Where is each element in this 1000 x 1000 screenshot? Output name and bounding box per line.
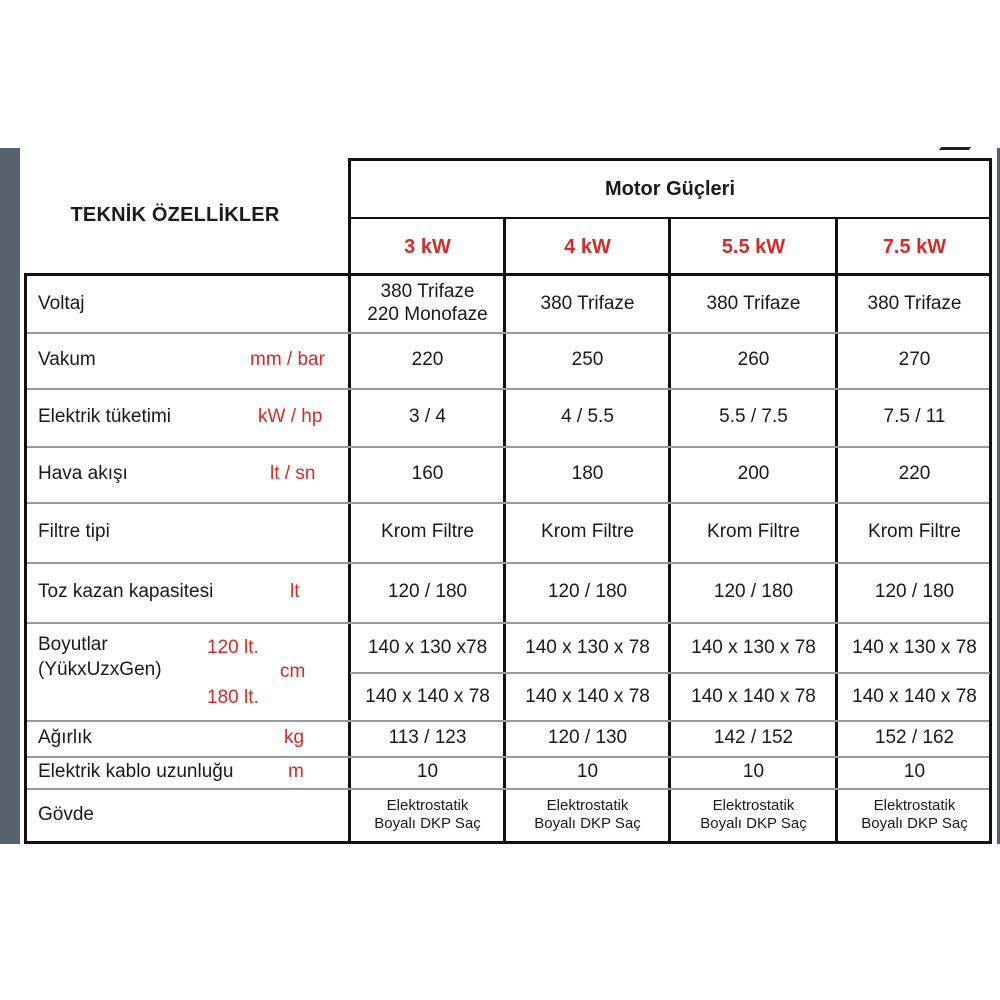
table-cell: [670, 332, 837, 388]
cell-text-line: 142 / 152: [713, 726, 794, 748]
row-label: Elektrik tüketimi: [38, 406, 172, 427]
cell-text-line: Boyalı DKP Saç: [700, 814, 807, 832]
cell-text-line: 10: [742, 760, 765, 782]
table-cell: 140 x 140 x 78: [525, 685, 650, 707]
dimensions-label: Boyutlar: [38, 634, 108, 655]
cell-text-line: 113 / 123: [388, 726, 467, 748]
dimensions-sublabel: (YükxUzxGen): [38, 659, 162, 680]
table-cell: [670, 562, 837, 622]
table-cell: [670, 756, 837, 788]
row-label: Filtre tipi: [38, 521, 110, 542]
table-cell: 140 x 140 x 78: [852, 685, 977, 707]
cell-text-line: 120 / 180: [387, 580, 468, 602]
row-unit: kW / hp: [258, 406, 323, 427]
cell-text-line: 220 Monofaze: [367, 304, 488, 325]
table-cell: [505, 720, 670, 756]
table-cell: [670, 720, 837, 756]
grid-line: [24, 841, 992, 844]
table-cell: [350, 788, 505, 841]
left-side-bar: [0, 148, 20, 844]
cell-text-line: Elektrostatik: [546, 796, 629, 814]
table-cell: [505, 502, 670, 562]
table-cell: 140 x 140 x 78: [691, 685, 816, 707]
table-cell: [670, 446, 837, 502]
table-cell: [350, 446, 505, 502]
cell-text-line: 7.5 / 11: [883, 405, 946, 427]
power-header-5-5kw: 5.5 kW: [721, 235, 786, 258]
table-cell: [350, 562, 505, 622]
grid-line: [24, 273, 27, 844]
row-label: Toz kazan kapasitesi: [38, 581, 214, 602]
table-cell: [837, 720, 992, 756]
table-cell: [837, 276, 992, 332]
cell-text-line: 380 Trifaze: [867, 292, 962, 314]
table-cell: [505, 388, 670, 446]
table-cell: [670, 788, 837, 841]
cell-text-line: 120 / 180: [713, 580, 794, 602]
cell-text-line: 120 / 130: [547, 726, 628, 748]
cell-text-line: 160: [411, 462, 444, 484]
cell-text-line: 200: [737, 462, 770, 484]
table-cell: [670, 276, 837, 332]
row-unit: lt: [290, 581, 300, 602]
dimensions-unit: cm: [280, 661, 306, 682]
cell-text-line: 380 Trifaze: [540, 292, 635, 314]
table-cell: [837, 388, 992, 446]
row-label: Gövde: [38, 803, 94, 825]
table-cell: 140 x 140 x 78: [365, 685, 490, 707]
table-cell: [670, 502, 837, 562]
table-cell: 140 x 130 x78: [367, 636, 488, 658]
row-unit: m: [288, 761, 304, 782]
table-cell: [350, 276, 505, 332]
table-cell: [505, 332, 670, 388]
table-cell: [837, 332, 992, 388]
cell-text-line: 220: [898, 462, 931, 484]
corner-mark: [939, 147, 972, 150]
cell-text-line: Elektrostatik: [873, 796, 956, 814]
table-cell: [837, 446, 992, 502]
cell-text-line: Elektrostatik: [712, 796, 795, 814]
row-label: Voltaj: [38, 293, 85, 314]
table-cell: [505, 788, 670, 841]
row-unit: mm / bar: [250, 349, 325, 370]
table-cell: [837, 502, 992, 562]
table-cell: [670, 388, 837, 446]
cell-text-line: 152 / 162: [874, 726, 955, 748]
dimensions-180lt: 180 lt.: [207, 687, 259, 708]
row-unit: lt / sn: [270, 463, 316, 484]
table-cell: [350, 502, 505, 562]
table-cell: [505, 562, 670, 622]
table-cell: 140 x 130 x 78: [525, 636, 650, 658]
table-cell: [505, 276, 670, 332]
row-label: Elektrik kablo uzunluğu: [38, 761, 234, 782]
cell-text-line: 120 / 180: [547, 580, 628, 602]
cell-text-line: 180: [571, 462, 604, 484]
cell-text-line: Elektrostatik: [386, 796, 469, 814]
power-header-3kw: 3 kW: [404, 235, 451, 258]
cell-text-line: Boyalı DKP Saç: [534, 814, 641, 832]
table-cell: [350, 388, 505, 446]
dimensions-120lt: 120 lt.: [207, 637, 259, 658]
table-cell: 140 x 130 x 78: [852, 636, 977, 658]
table-cell: [505, 756, 670, 788]
row-label: Ağırlık: [38, 727, 92, 748]
table-cell: [837, 788, 992, 841]
cell-text-line: 3 / 4: [409, 405, 446, 427]
table-cell: [837, 562, 992, 622]
cell-text-line: 380 Trifaze: [706, 292, 801, 314]
table-cell: [350, 756, 505, 788]
cell-text-line: 10: [576, 760, 599, 782]
cell-text-line: 270: [898, 348, 931, 370]
row-unit: kg: [284, 727, 305, 748]
power-header-4kw: 4 kW: [564, 235, 611, 258]
row-label: Vakum: [38, 349, 96, 370]
cell-text-line: 260: [737, 348, 770, 370]
table-cell: [350, 332, 505, 388]
cell-text-line: 5.5 / 7.5: [719, 405, 788, 427]
cell-text-line: Krom Filtre: [541, 520, 634, 542]
table-cell: [837, 756, 992, 788]
cell-text-line: 10: [903, 760, 926, 782]
row-label: Hava akışı: [38, 463, 128, 484]
power-header-7-5kw: 7.5 kW: [882, 235, 947, 258]
table-title: TEKNİK ÖZELLİKLER: [70, 203, 280, 226]
cell-text-line: 10: [416, 760, 439, 782]
table-cell: [350, 720, 505, 756]
cell-text-line: Boyalı DKP Saç: [861, 814, 968, 832]
cell-text-line: Boyalı DKP Saç: [374, 814, 481, 832]
cell-text-line: 220: [411, 348, 444, 370]
table-cell: 140 x 130 x 78: [691, 636, 816, 658]
cell-text-line: 4 / 5.5: [561, 405, 614, 427]
cell-text-line: Krom Filtre: [381, 520, 474, 542]
cell-text-line: 120 / 180: [874, 580, 955, 602]
table-cell: [505, 446, 670, 502]
motor-powers-header: Motor Güçleri: [604, 177, 735, 200]
cell-text-line: Krom Filtre: [707, 520, 800, 542]
cell-text-line: 250: [571, 348, 604, 370]
cell-text-line: 380 Trifaze: [380, 281, 475, 303]
cell-text-line: Krom Filtre: [868, 520, 961, 542]
